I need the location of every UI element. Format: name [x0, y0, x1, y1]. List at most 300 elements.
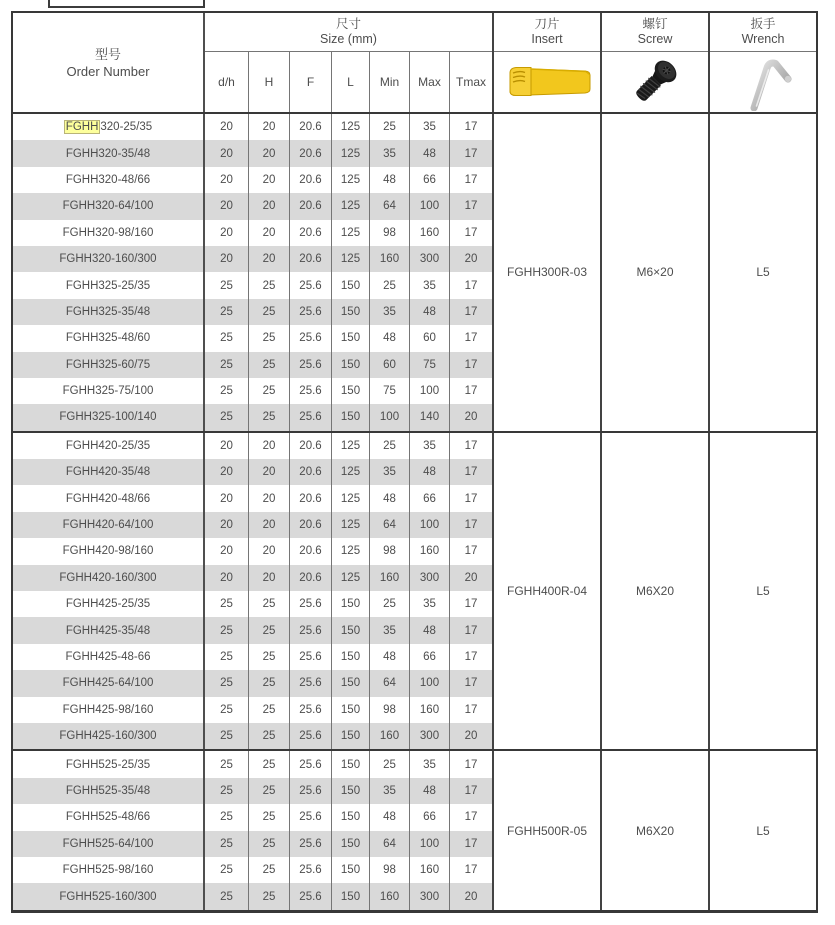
cell-h: 20 [249, 565, 290, 591]
cell-order-number: FGHH425-25/35 [13, 591, 205, 617]
cell-l: 125 [332, 485, 370, 511]
cell-max: 35 [410, 591, 450, 617]
cell-order-number: FGHH425-48-66 [13, 644, 205, 670]
cell-d_h: 25 [205, 831, 249, 857]
cell-tmax: 17 [464, 358, 478, 371]
cell-f: 25.6 [290, 857, 332, 883]
cell-min: 98 [370, 697, 410, 723]
table-row [13, 485, 492, 511]
cell-l: 150 [332, 883, 370, 909]
group-rows [13, 114, 492, 431]
cell-f: 20.6 [290, 140, 332, 166]
cell-h: 25 [249, 751, 290, 777]
cell-h: 25 [249, 778, 290, 804]
cell-d_h: 25 [205, 272, 249, 298]
cell-order-number: FGHH525-64/100 [13, 831, 205, 857]
cell-tmax: 20 [464, 730, 478, 743]
cell-f: 20.6 [290, 459, 332, 485]
cell-l: 125 [332, 220, 370, 246]
cell-l: 150 [332, 751, 370, 777]
cell-d_h: 20 [205, 485, 249, 511]
cell-d_h: 20 [205, 512, 249, 538]
cell-order-number: FGHH420-64/100 [13, 512, 205, 538]
col-header-h: H [249, 52, 290, 112]
cell-l: 150 [332, 670, 370, 696]
cell-tmax: 17 [464, 811, 478, 824]
cell-l: 125 [332, 433, 370, 459]
cell-max: 35 [410, 272, 450, 298]
screw-header-zh: 螺钉 [642, 17, 668, 32]
cell-max: 35 [410, 751, 450, 777]
table-row [13, 644, 492, 670]
table-row [13, 246, 492, 272]
cell-f: 20.6 [290, 512, 332, 538]
cell-max: 100 [410, 670, 450, 696]
cell-d_h: 25 [205, 857, 249, 883]
col-header-max: Max [410, 52, 450, 112]
insert-header-en: Insert [531, 32, 563, 47]
cell-l: 125 [332, 193, 370, 219]
cell-max: 160 [410, 220, 450, 246]
cell-d_h: 25 [205, 697, 249, 723]
cell-order-number: FGHH325-60/75 [13, 352, 205, 378]
cell-h: 25 [249, 723, 290, 749]
table-row [13, 697, 492, 723]
cell-min: 25 [370, 591, 410, 617]
table-row [13, 512, 492, 538]
cell-l: 150 [332, 857, 370, 883]
cell-d_h: 25 [205, 644, 249, 670]
cell-min: 35 [370, 299, 410, 325]
cell-h: 25 [249, 883, 290, 909]
cell-min: 160 [370, 723, 410, 749]
cell-f: 25.6 [290, 670, 332, 696]
cell-max: 60 [410, 325, 450, 351]
cell-d_h: 20 [205, 167, 249, 193]
spec-table [11, 11, 818, 913]
cell-l: 125 [332, 512, 370, 538]
cell-tmax: 17 [464, 651, 478, 663]
cell-f: 25.6 [290, 299, 332, 325]
cell-d_h: 20 [205, 459, 249, 485]
cell-l: 150 [332, 804, 370, 830]
product-group [13, 749, 816, 909]
cell-tmax: 20 [464, 571, 478, 584]
table-row [13, 591, 492, 617]
cell-h: 20 [249, 193, 290, 219]
cell-min: 48 [370, 167, 410, 193]
table-row [13, 831, 492, 857]
order-header-en: Order Number [66, 63, 150, 79]
cell-l: 150 [332, 325, 370, 351]
cell-d_h: 20 [205, 114, 249, 140]
cell-order-number: FGHH320-48/66 [13, 167, 205, 193]
cell-tmax: 17 [464, 385, 478, 398]
cell-insert: FGHH500R-05 [492, 751, 600, 909]
cell-max: 100 [410, 831, 450, 857]
cell-l: 150 [332, 778, 370, 804]
cell-min: 64 [370, 831, 410, 857]
cell-d_h: 25 [205, 883, 249, 909]
cell-min: 75 [370, 378, 410, 404]
cell-l: 125 [332, 538, 370, 564]
cell-tmax: 17 [464, 784, 478, 797]
cell-h: 20 [249, 167, 290, 193]
cell-order-number: FGHH320-160/300 [13, 246, 205, 272]
cell-max: 300 [410, 246, 450, 272]
cell-h: 20 [249, 485, 290, 511]
cell-min: 160 [370, 883, 410, 909]
cell-f: 25.6 [290, 778, 332, 804]
table-row [13, 325, 492, 351]
cell-min: 98 [370, 538, 410, 564]
size-column-group [205, 13, 492, 112]
cell-d_h: 25 [205, 778, 249, 804]
cell-d_h: 25 [205, 617, 249, 643]
cell-d_h: 25 [205, 299, 249, 325]
cell-min: 98 [370, 220, 410, 246]
cell-l: 125 [332, 167, 370, 193]
cell-d_h: 20 [205, 246, 249, 272]
table-row [13, 299, 492, 325]
cell-order-number: FGHH325-35/48 [13, 299, 205, 325]
cell-h: 25 [249, 272, 290, 298]
cell-insert: FGHH400R-04 [492, 433, 600, 750]
cell-order-number: FGHH425-35/48 [13, 617, 205, 643]
cell-order-number: FGHH325-48/60 [13, 325, 205, 351]
cell-tmax: 17 [464, 466, 478, 479]
cell-max: 100 [410, 193, 450, 219]
cell-min: 35 [370, 778, 410, 804]
cell-f: 25.6 [290, 617, 332, 643]
cell-min: 100 [370, 404, 410, 430]
cell-tmax: 17 [464, 439, 478, 452]
cell-order-number: FGHH420-48/66 [13, 485, 205, 511]
cell-l: 125 [332, 459, 370, 485]
cell-max: 300 [410, 723, 450, 749]
cell-tmax: 17 [464, 147, 478, 160]
table-row [13, 404, 492, 430]
table-row [13, 778, 492, 804]
cell-order-number: FGHH320-64/100 [13, 193, 205, 219]
cell-min: 25 [370, 272, 410, 298]
order-header-zh: 型号 [94, 46, 121, 62]
cutoff-input-box[interactable] [48, 0, 205, 8]
cell-tmax: 17 [464, 519, 478, 532]
cell-h: 25 [249, 591, 290, 617]
col-header-order-number [13, 13, 205, 112]
insert-header-zh: 刀片 [534, 17, 560, 32]
cell-l: 150 [332, 697, 370, 723]
cell-min: 25 [370, 433, 410, 459]
cell-wrench: L5 [708, 433, 816, 750]
table-row [13, 459, 492, 485]
cell-d_h: 25 [205, 404, 249, 430]
cell-order-number: FGHH420-25/35 [13, 433, 205, 459]
cell-max: 300 [410, 565, 450, 591]
cell-f: 25.6 [290, 883, 332, 909]
cell-d_h: 20 [205, 538, 249, 564]
cell-tmax: 17 [464, 703, 478, 716]
table-row [13, 751, 492, 777]
cell-min: 48 [370, 325, 410, 351]
table-row [13, 193, 492, 219]
cell-f: 20.6 [290, 220, 332, 246]
cell-tmax: 20 [464, 253, 478, 266]
cell-order-number: FGHH325-25/35 [13, 272, 205, 298]
cell-min: 48 [370, 485, 410, 511]
cell-min: 160 [370, 565, 410, 591]
cell-h: 25 [249, 670, 290, 696]
group-rows [13, 751, 492, 909]
cell-order-number: FGHH420-35/48 [13, 459, 205, 485]
cell-h: 20 [249, 114, 290, 140]
cell-l: 150 [332, 272, 370, 298]
cell-f: 25.6 [290, 591, 332, 617]
cell-order-number: FGHH420-160/300 [13, 565, 205, 591]
col-header-l: L [332, 52, 370, 112]
cell-tmax: 17 [464, 279, 478, 292]
col-header-d_h: d/h [205, 52, 249, 112]
cell-max: 100 [410, 378, 450, 404]
cell-l: 125 [332, 565, 370, 591]
cell-screw: M6X20 [600, 433, 708, 750]
col-header-min: Min [370, 52, 410, 112]
table-row [13, 617, 492, 643]
cell-min: 48 [370, 804, 410, 830]
cell-max: 66 [410, 485, 450, 511]
table-row [13, 433, 492, 459]
cell-h: 25 [249, 378, 290, 404]
cell-d_h: 25 [205, 670, 249, 696]
col-header-f: F [290, 52, 332, 112]
cell-f: 20.6 [290, 246, 332, 272]
cell-f: 25.6 [290, 352, 332, 378]
cell-wrench: L5 [708, 751, 816, 909]
cell-d_h: 25 [205, 751, 249, 777]
table-row [13, 352, 492, 378]
cell-f: 25.6 [290, 644, 332, 670]
product-group [13, 114, 816, 431]
cell-order-number: FGHH525-48/66 [13, 804, 205, 830]
cell-tmax: 17 [464, 200, 478, 213]
col-header-tmax: Tmax [456, 75, 486, 90]
cell-h: 20 [249, 220, 290, 246]
cell-l: 150 [332, 404, 370, 430]
table-row [13, 565, 492, 591]
cell-d_h: 25 [205, 723, 249, 749]
cell-tmax: 20 [464, 890, 478, 903]
insert-icon [494, 52, 600, 112]
cell-order-number: FGHH420-98/160 [13, 538, 205, 564]
size-header-zh: 尺寸 [335, 17, 361, 32]
table-row [13, 272, 492, 298]
cell-f: 20.6 [290, 565, 332, 591]
screw-header-en: Screw [637, 32, 673, 47]
cell-tmax: 17 [464, 624, 478, 637]
cell-h: 20 [249, 140, 290, 166]
cell-max: 140 [410, 404, 450, 430]
cell-max: 48 [410, 459, 450, 485]
table-row [13, 857, 492, 883]
cell-order-number: FGHH425-160/300 [13, 723, 205, 749]
cell-max: 300 [410, 883, 450, 909]
cell-d_h: 20 [205, 220, 249, 246]
cell-tmax: 17 [464, 677, 478, 690]
cell-tmax: 17 [464, 226, 478, 239]
cell-min: 48 [370, 644, 410, 670]
cell-min: 25 [370, 751, 410, 777]
cell-tmax: 17 [464, 864, 478, 877]
cell-f: 25.6 [290, 723, 332, 749]
cell-order-number: FGHH525-160/300 [13, 883, 205, 909]
col-header-screw [600, 13, 708, 112]
cell-f: 20.6 [290, 167, 332, 193]
cell-max: 160 [410, 697, 450, 723]
cell-max: 75 [410, 352, 450, 378]
group-rows [13, 433, 492, 750]
cell-min: 25 [370, 114, 410, 140]
cell-l: 125 [332, 140, 370, 166]
cell-f: 20.6 [290, 114, 332, 140]
cell-f: 25.6 [290, 751, 332, 777]
cell-h: 20 [249, 459, 290, 485]
screw-icon [602, 52, 708, 112]
cell-tmax: 17 [464, 305, 478, 318]
cell-order-number: FGHH425-64/100 [13, 670, 205, 696]
cell-h: 25 [249, 697, 290, 723]
cell-max: 35 [410, 433, 450, 459]
wrench-icon [710, 52, 816, 112]
cell-f: 25.6 [290, 404, 332, 430]
wrench-header-zh: 扳手 [750, 17, 776, 32]
cell-max: 66 [410, 167, 450, 193]
cell-h: 20 [249, 246, 290, 272]
cell-min: 35 [370, 617, 410, 643]
cell-h: 25 [249, 644, 290, 670]
cell-tmax: 17 [464, 837, 478, 850]
search-highlight: FGHH [65, 121, 99, 134]
wrench-header-en: Wrench [741, 32, 785, 47]
cell-h: 20 [249, 512, 290, 538]
table-row [13, 167, 492, 193]
cell-f: 20.6 [290, 485, 332, 511]
cell-d_h: 20 [205, 193, 249, 219]
cell-min: 64 [370, 193, 410, 219]
cell-order-number: FGHH525-98/160 [13, 857, 205, 883]
cell-min: 64 [370, 512, 410, 538]
cell-f: 20.6 [290, 433, 332, 459]
cell-l: 150 [332, 352, 370, 378]
cell-tmax: 17 [464, 121, 478, 134]
cell-f: 25.6 [290, 378, 332, 404]
cell-l: 150 [332, 644, 370, 670]
cell-max: 66 [410, 804, 450, 830]
table-row [13, 114, 492, 140]
cell-l: 150 [332, 723, 370, 749]
cell-d_h: 25 [205, 378, 249, 404]
cell-l: 150 [332, 378, 370, 404]
cell-f: 25.6 [290, 325, 332, 351]
cell-wrench: L5 [708, 114, 816, 431]
cell-h: 25 [249, 804, 290, 830]
cell-h: 25 [249, 857, 290, 883]
col-header-wrench [708, 13, 816, 112]
cell-order-number: FGHH525-25/35 [13, 751, 205, 777]
cell-tmax: 17 [464, 598, 478, 611]
cell-min: 98 [370, 857, 410, 883]
cell-max: 35 [410, 114, 450, 140]
cell-h: 20 [249, 433, 290, 459]
cell-d_h: 20 [205, 140, 249, 166]
size-header-en: Size (mm) [320, 32, 377, 47]
table-row [13, 670, 492, 696]
cell-screw: M6X20 [600, 751, 708, 909]
cell-h: 25 [249, 299, 290, 325]
cell-max: 160 [410, 857, 450, 883]
table-row [13, 883, 492, 909]
cell-d_h: 25 [205, 804, 249, 830]
cell-d_h: 20 [205, 433, 249, 459]
product-group [13, 431, 816, 750]
cell-screw: M6×20 [600, 114, 708, 431]
cell-min: 35 [370, 459, 410, 485]
cell-f: 25.6 [290, 804, 332, 830]
col-header-insert [492, 13, 600, 112]
cell-f: 20.6 [290, 193, 332, 219]
cell-f: 25.6 [290, 831, 332, 857]
cell-max: 48 [410, 778, 450, 804]
cell-d_h: 25 [205, 352, 249, 378]
cell-h: 25 [249, 617, 290, 643]
col-header-size [205, 13, 492, 52]
cell-max: 48 [410, 617, 450, 643]
cell-insert: FGHH300R-03 [492, 114, 600, 431]
cell-f: 25.6 [290, 697, 332, 723]
table-row [13, 220, 492, 246]
cell-max: 48 [410, 140, 450, 166]
cell-f: 25.6 [290, 272, 332, 298]
cell-l: 150 [332, 299, 370, 325]
table-body [13, 114, 816, 910]
cell-tmax: 17 [464, 173, 478, 186]
cell-h: 25 [249, 404, 290, 430]
cell-f: 20.6 [290, 538, 332, 564]
cell-min: 35 [370, 140, 410, 166]
cell-h: 25 [249, 325, 290, 351]
cell-h: 25 [249, 352, 290, 378]
cell-d_h: 25 [205, 325, 249, 351]
cell-min: 60 [370, 352, 410, 378]
table-row [13, 723, 492, 749]
cell-max: 66 [410, 644, 450, 670]
cell-l: 150 [332, 831, 370, 857]
table-row [13, 804, 492, 830]
cell-order-number: FGHH320-35/48 [13, 140, 205, 166]
cell-tmax: 17 [464, 545, 478, 558]
cell-order-number: FGHH325-75/100 [13, 378, 205, 404]
cell-d_h: 20 [205, 565, 249, 591]
cell-tmax: 17 [464, 332, 478, 345]
cell-order-number: FGHH 320-25/35 [13, 114, 205, 140]
cell-h: 20 [249, 538, 290, 564]
cell-l: 150 [332, 591, 370, 617]
table-header [13, 13, 816, 114]
cell-max: 100 [410, 512, 450, 538]
table-row [13, 378, 492, 404]
cell-order-number: FGHH320-98/160 [13, 220, 205, 246]
size-subheaders [205, 52, 492, 112]
